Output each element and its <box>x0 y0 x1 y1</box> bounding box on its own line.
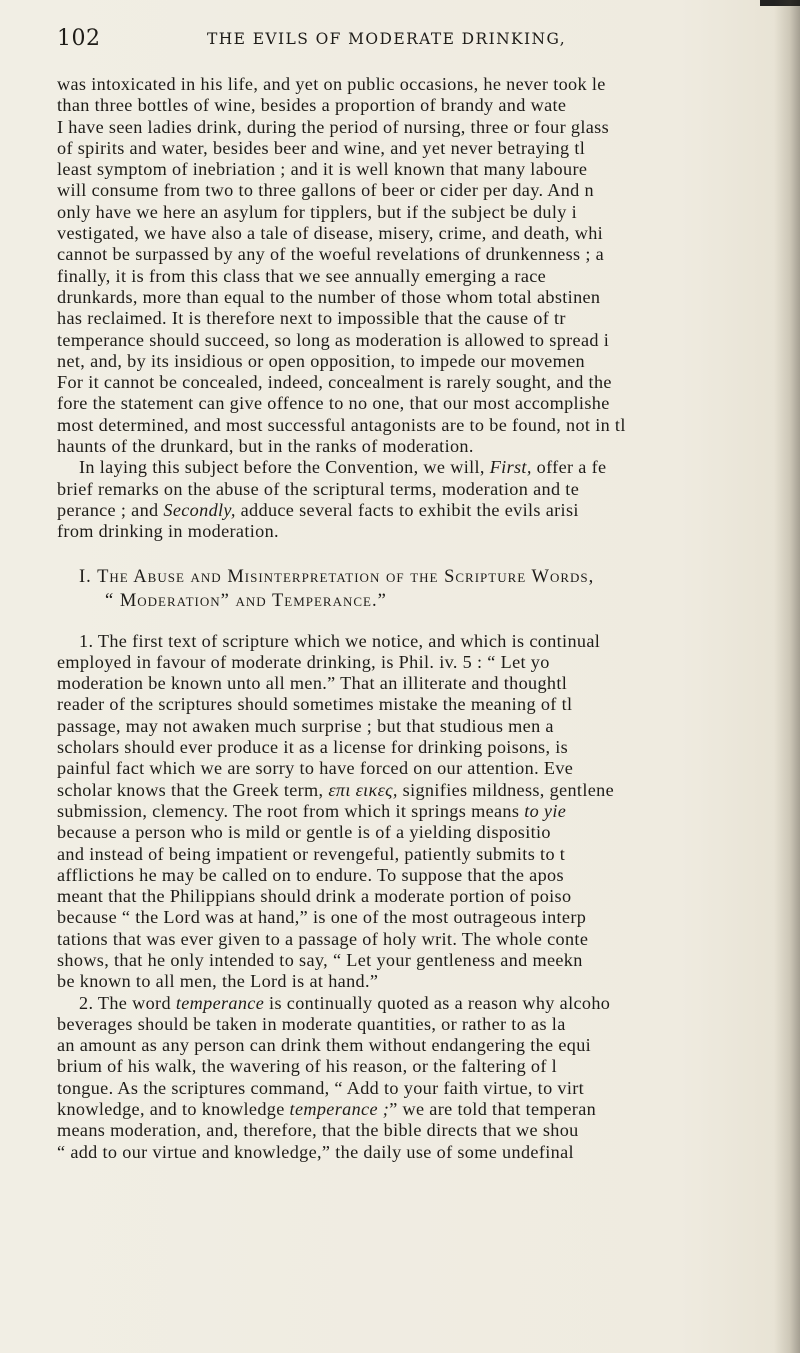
text-line <box>57 993 769 1014</box>
page-gutter-shadow <box>774 0 800 1353</box>
text-line: drunkards, more than equal to the number of those whom total abstinen <box>57 286 601 307</box>
text-line: from drinking in moderation. <box>57 521 279 542</box>
spacer <box>57 613 769 631</box>
text-line: brium of his walk, the wavering of his reason, or the faltering of l <box>57 1056 558 1077</box>
text-span: knowledge, and to knowledge <box>57 1099 290 1120</box>
text-span: In laying this subject before the Convention, we will, <box>79 457 490 478</box>
page-header <box>57 26 767 56</box>
text-span: scholar knows that the Greek term, <box>57 779 329 800</box>
text-span: 2. The word <box>79 992 176 1013</box>
text-line: of spirits and water, besides beer and wine, and yet never betraying tl <box>57 137 586 158</box>
text-line: meant that the Philippians should drink a moderate portion of poiso <box>57 886 572 907</box>
text-line: painful fact which we are sorry to have forced on our attention. Eve <box>57 758 574 779</box>
text-line: was intoxicated in his life, and yet on public occasions, he never took le <box>57 74 606 94</box>
text-line: least symptom of inebriation ; and it is well known that many laboure <box>57 159 588 180</box>
text-line: For it cannot be concealed, indeed, concealment is rarely sought, and the <box>57 372 612 393</box>
text-line: will consume from two to three gallons of beer or cider per day. And n <box>57 180 594 201</box>
text-line: shows, that he only intended to say, “ Let your gentleness and meekn <box>57 949 583 970</box>
running-head: THE EVILS OF MODERATE DRINKING, <box>207 30 567 48</box>
text-line: net, and, by its insidious or open opposition, to impede our movemen <box>57 350 585 371</box>
text-line: reader of the scriptures should sometimes mistake the meaning of tl <box>57 694 573 715</box>
page-number: 102 <box>57 26 101 51</box>
text-line: because “ the Lord was at hand,” is one of the most outrageous interp <box>57 907 587 928</box>
text-line: an amount as any person can drink them without endangering the equi <box>57 1035 592 1056</box>
text-line <box>57 801 769 822</box>
paragraph-4 <box>57 993 769 1163</box>
text-line: because a person who is mild or gentle is of a yielding dispositio <box>57 822 551 843</box>
emphasis-first: First, <box>489 457 532 478</box>
text-line: fore the statement can give offence to no one, that our most accomplishe <box>57 393 610 414</box>
text-span: perance ; and <box>57 499 164 520</box>
text-span: adduce several facts to exhibit the evils arisi <box>235 499 579 520</box>
text-line: be known to all men, the Lord is at hand.” <box>57 971 379 992</box>
text-line: finally, it is from this class that we see annually emerging a race <box>57 265 547 286</box>
text-line: “ add to our virtue and knowledge,” the daily use of some undefinal <box>57 1141 574 1162</box>
text-line: vestigated, we have also a tale of disease, misery, crime, and death, whi <box>57 223 604 244</box>
text-line: tongue. As the scriptures command, “ Add to your faith virtue, to virt <box>57 1077 585 1098</box>
text-line <box>57 457 769 478</box>
text-line: afflictions he may be called on to endure. To suppose that the apos <box>57 864 564 885</box>
emphasis-temperance: temperance <box>175 992 265 1013</box>
text-span: offer a fe <box>531 457 607 478</box>
paragraph-3 <box>57 631 769 993</box>
text-span: is continually quoted as a reason why alcoho <box>264 992 611 1013</box>
paragraph-2 <box>57 457 769 542</box>
text-line: employed in favour of moderate drinking, is Phil. iv. 5 : “ Let yo <box>57 651 550 672</box>
spacer <box>57 543 769 565</box>
text-line: than three bottles of wine, besides a proportion of brandy and wate <box>57 95 567 116</box>
text-line: cannot be surpassed by any of the woeful revelations of drunkenness ; a <box>57 244 605 265</box>
section-heading <box>57 565 769 613</box>
text-line: only have we here an asylum for tipplers, but if the subject be duly i <box>57 201 577 222</box>
text-span: ” we are told that temperan <box>389 1099 597 1120</box>
emphasis-temperance: temperance ; <box>289 1099 390 1120</box>
section-heading-line-1: I. The Abuse and Misinterpretation of the Scripture Words, <box>79 566 595 587</box>
text-line: passage, may not awaken much surprise ; but that studious men a <box>57 715 554 736</box>
text-line: beverages should be taken in moderate quantities, or rather to as la <box>57 1013 566 1034</box>
text-span: signifies mildness, gentlene <box>397 779 615 800</box>
text-line: I have seen ladies drink, during the period of nursing, three or four glass <box>57 116 610 137</box>
text-line: and instead of being impatient or revengeful, patiently submits to t <box>57 843 566 864</box>
text-line: 1. The first text of scripture which we notice, and which is continual <box>79 630 601 651</box>
text-line <box>57 780 769 801</box>
text-line: has reclaimed. It is therefore next to impossible that the cause of tr <box>57 308 566 329</box>
emphasis-secondly: Secondly, <box>163 499 236 520</box>
text-line: most determined, and most successful antagonists are to be found, not in tl <box>57 414 626 435</box>
greek-term: επι εικες, <box>328 779 398 800</box>
text-line: moderation be known unto all men.” That an illiterate and thoughtl <box>57 673 568 694</box>
text-line: tations that was ever given to a passage of holy writ. The whole conte <box>57 928 589 949</box>
body-text <box>57 74 769 1163</box>
text-line <box>57 500 769 521</box>
paragraph-1 <box>57 74 769 457</box>
text-line: haunts of the drunkard, but in the ranks of moderation. <box>57 436 474 457</box>
emphasis-to-yield: to yie <box>524 800 567 821</box>
text-line <box>57 1099 769 1120</box>
text-line: scholars should ever produce it as a license for drinking poisons, is <box>57 737 569 758</box>
section-heading-line-2: “ Moderation” and Temperance.” <box>105 590 387 611</box>
text-line: brief remarks on the abuse of the scriptural terms, moderation and te <box>57 478 580 499</box>
text-line: means moderation, and, therefore, that the bible directs that we shou <box>57 1120 579 1141</box>
text-span: submission, clemency. The root from which it springs means <box>57 800 525 821</box>
text-line: temperance should succeed, so long as moderation is allowed to spread i <box>57 329 610 350</box>
